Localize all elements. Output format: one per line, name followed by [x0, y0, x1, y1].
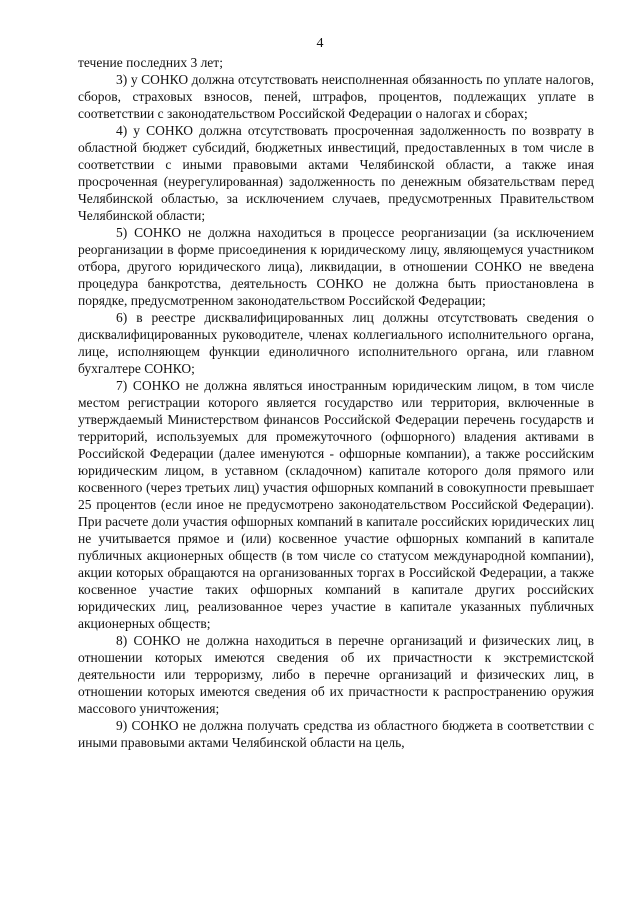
- paragraph-item-3: 3) у СОНКО должна отсутствовать неисполненная обязанность по уплате налогов, сборов, страховых взносов, пеней, штрафов, процентов, подлежащих уплате в соответствии с законодательством Российской Федерации о налогах и сборах;: [78, 72, 594, 121]
- paragraph-item-8: 8) СОНКО не должна находиться в перечне организаций и физических лиц, в отношении которых имеются сведения об их причастности к экстремистской деятельности или терроризму, либо в перечне организаций и физических лиц, в отношении которых имеются сведения об их причастности к распространению оружия массового уничтожения;: [78, 633, 594, 716]
- paragraph-item-4: 4) у СОНКО должна отсутствовать просроченная задолженность по возврату в областной бюджет субсидий, бюджетных инвестиций, предоставленных в том числе в соответствии с иными правовыми актами Челябинской области, а также иная просроченная (неурегулированная) задолженность по денежным обязательствам перед Челябинской областью, за исключением случаев, предусмотренных Правительством Челябинской области;: [78, 123, 594, 223]
- document-body: [78, 54, 594, 751]
- paragraph-item-7: 7) СОНКО не должна являться иностранным юридическим лицом, в том числе местом регистрации которого является государство или территория, включенные в утверждаемый Министерством финансов Российской Федерации перечень государств и территорий, используемых для промежуточного (офшорного) владения активами в Российской Федерации (далее именуются - офшорные компании), а также российским юридическим лицом, в уставном (складочном) капитале которого доля прямого или косвенного (через третьих лиц) участия офшорных компаний в совокупности превышает 25 процентов (если иное не предусмотрено законодательством Российской Федерации). При расчете доли участия офшорных компаний в капитале российских юридических лиц не учитывается прямое и (или) косвенное участие офшорных компаний в капитале публичных акционерных обществ (в том числе со статусом международной компании), акции которых обращаются на организованных торгах в Российской Федерации, а также косвенное участие таких офшорных компаний в капитале других российских юридических лиц, реализованное через участие в капитале указанных публичных акционерных обществ;: [78, 378, 594, 631]
- paragraph-item-5: 5) СОНКО не должна находиться в процессе реорганизации (за исключением реорганизации в форме присоединения к юридическому лицу, являющемуся участником отбора, другого юридического лица), ликвидации, в отношении СОНКО не введена процедура банкротства, деятельность СОНКО не должна быть приостановлена в порядке, предусмотренном законодательством Российской Федерации;: [78, 225, 594, 308]
- page-number: 4: [316, 36, 324, 51]
- paragraph-item-9: 9) СОНКО не должна получать средства из областного бюджета в соответствии с иными правовыми актами Челябинской области на цель,: [78, 718, 594, 750]
- paragraph-item-6: 6) в реестре дисквалифицированных лиц должны отсутствовать сведения о дисквалифицированных руководителе, членах коллегиального исполнительного органа, лице, исполняющем функции единоличного исполнительного органа, или главном бухгалтере СОНКО;: [78, 310, 594, 376]
- paragraph-continuation: течение последних 3 лет;: [78, 55, 223, 70]
